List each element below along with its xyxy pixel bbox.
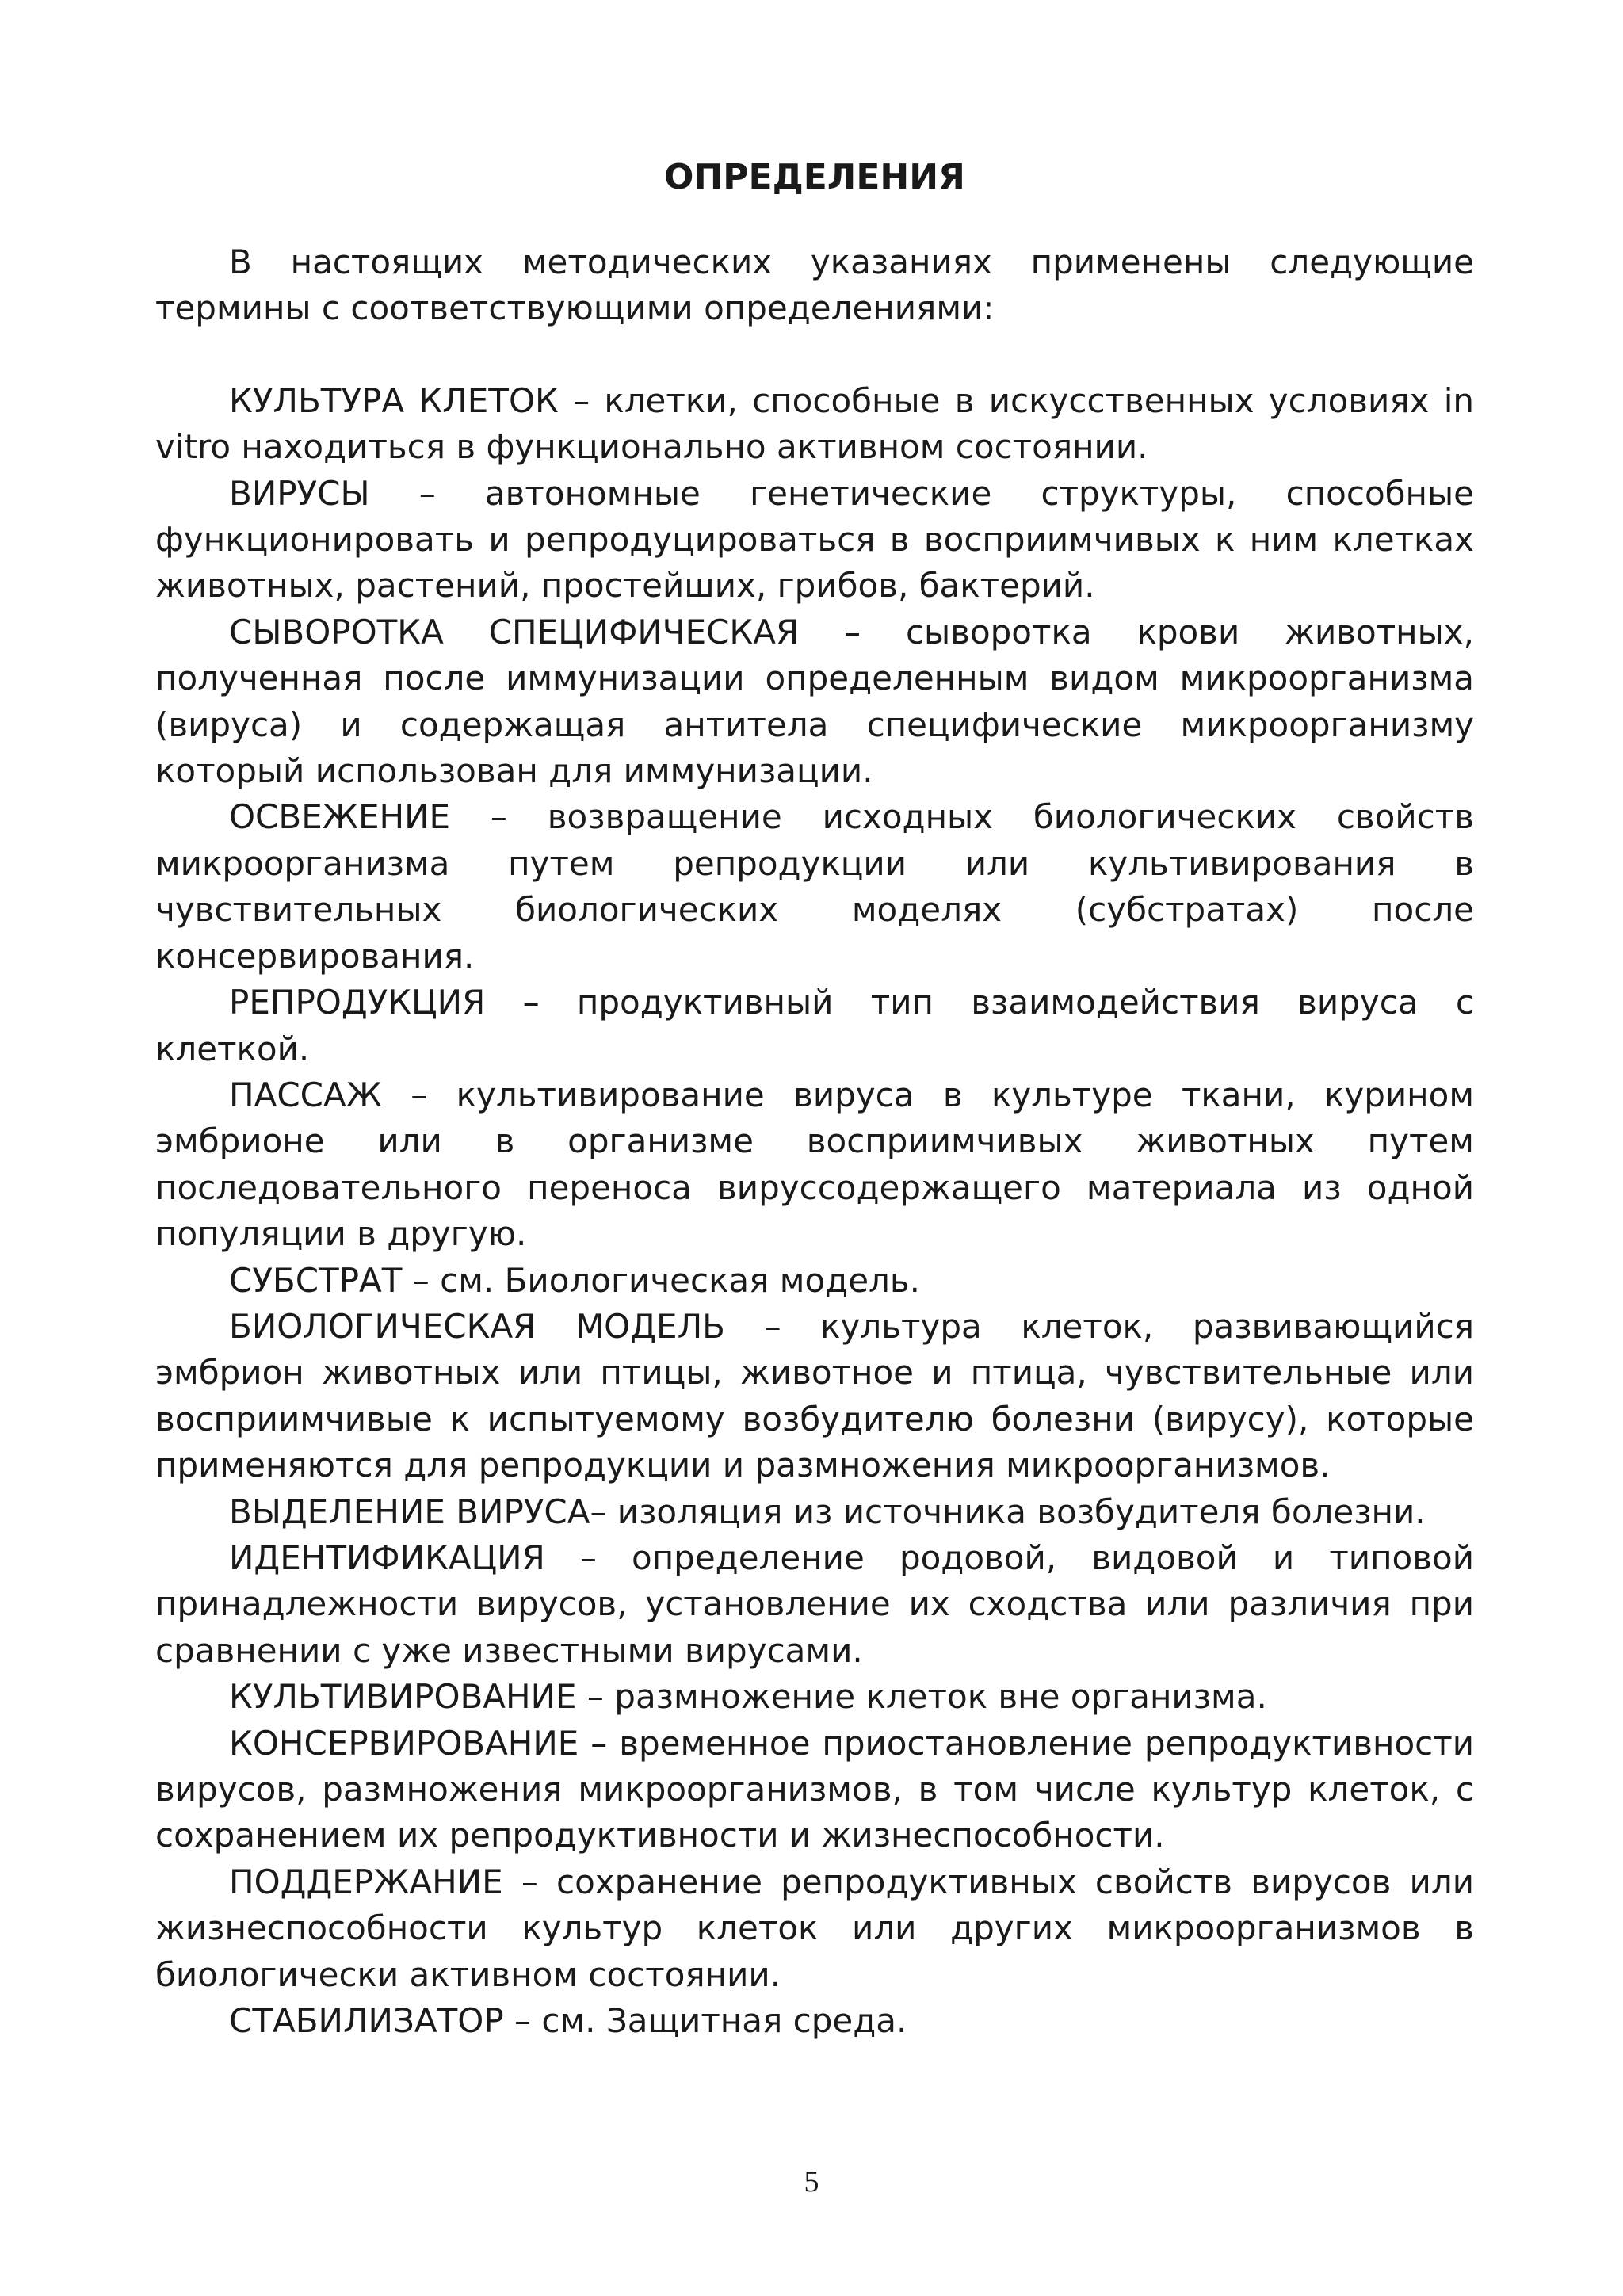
definition-stabilizer: СТАБИЛИЗАТОР – см. Защитная среда.: [229, 2001, 907, 2041]
definition-reproduction: РЕПРОДУКЦИЯ – продуктивный тип взаимодействия вируса с клеткой.: [155, 983, 1474, 1068]
definition-preservation: КОНСЕРВИРОВАНИЕ – временное приостановление репродуктивности вирусов, размножения микроорганизмов, в том числе культур клеток, с сохранением их репродуктивности и жизнеспособности.: [155, 1723, 1474, 1855]
definition-specific-serum: СЫВОРОТКА СПЕЦИФИЧЕСКАЯ – сыворотка крови животных, полученная после иммунизации определенным видом микроорганизма (вируса) и содержащая антитела специфические микроорганизму который использован для иммунизации.: [155, 612, 1474, 791]
definition-maintenance: ПОДДЕРЖАНИЕ – сохранение репродуктивных свойств вирусов или жизнеспособности культур клеток или других микроорганизмов в биологически активном состоянии.: [155, 1862, 1474, 1994]
page-number: 5: [804, 2165, 819, 2199]
definition-substrate: СУБСТРАТ – см. Биологическая модель.: [229, 1260, 920, 1300]
definition-biological-model: БИОЛОГИЧЕСКАЯ МОДЕЛЬ – культура клеток, развивающийся эмбрион животных или птицы, животное и птица, чувствительные или восприимчивые к испытуемому возбудителю болезни (вирусу), которые применяются для репродукции и размножения микроорганизмов.: [155, 1306, 1474, 1485]
definition-viruses: ВИРУСЫ – автономные генетические структуры, способные функционировать и репродуцироваться в восприимчивых к ним клетках животных, растений, простейших, грибов, бактерий.: [155, 473, 1474, 606]
definition-cultivation: КУЛЬТИВИРОВАНИЕ – размножение клеток вне организма.: [229, 1677, 1267, 1717]
intro-paragraph: В настоящих методических указаниях применены следующие термины с соответствующими определениями:: [155, 243, 1474, 328]
page-title: ОПРЕДЕЛЕНИЯ: [664, 157, 965, 197]
definition-virus-isolation: ВЫДЕЛЕНИЕ ВИРУСА– изоляция из источника возбудителя болезни.: [229, 1492, 1426, 1531]
document-page: [155, 154, 1474, 2044]
definition-passage: ПАССАЖ – культивирование вируса в культуре ткани, курином эмбрионе или в организме восприимчивых животных путем последовательного переноса вируссодержащего материала из одной популяции в другую.: [155, 1075, 1474, 1254]
definition-cell-culture: КУЛЬТУРА КЛЕТОК – клетки, способные в искусственных условиях in vitro находиться в функционально активном состоянии.: [155, 380, 1474, 467]
definition-refreshing: ОСВЕЖЕНИЕ – возвращение исходных биологических свойств микроорганизма путем репродукции или культивирования в чувствительных биологических моделях (субстратах) после консервирования.: [155, 797, 1474, 976]
definition-identification: ИДЕНТИФИКАЦИЯ – определение родовой, видовой и типовой принадлежности вирусов, установление их сходства или различия при сравнении с уже известными вирусами.: [155, 1538, 1474, 1670]
